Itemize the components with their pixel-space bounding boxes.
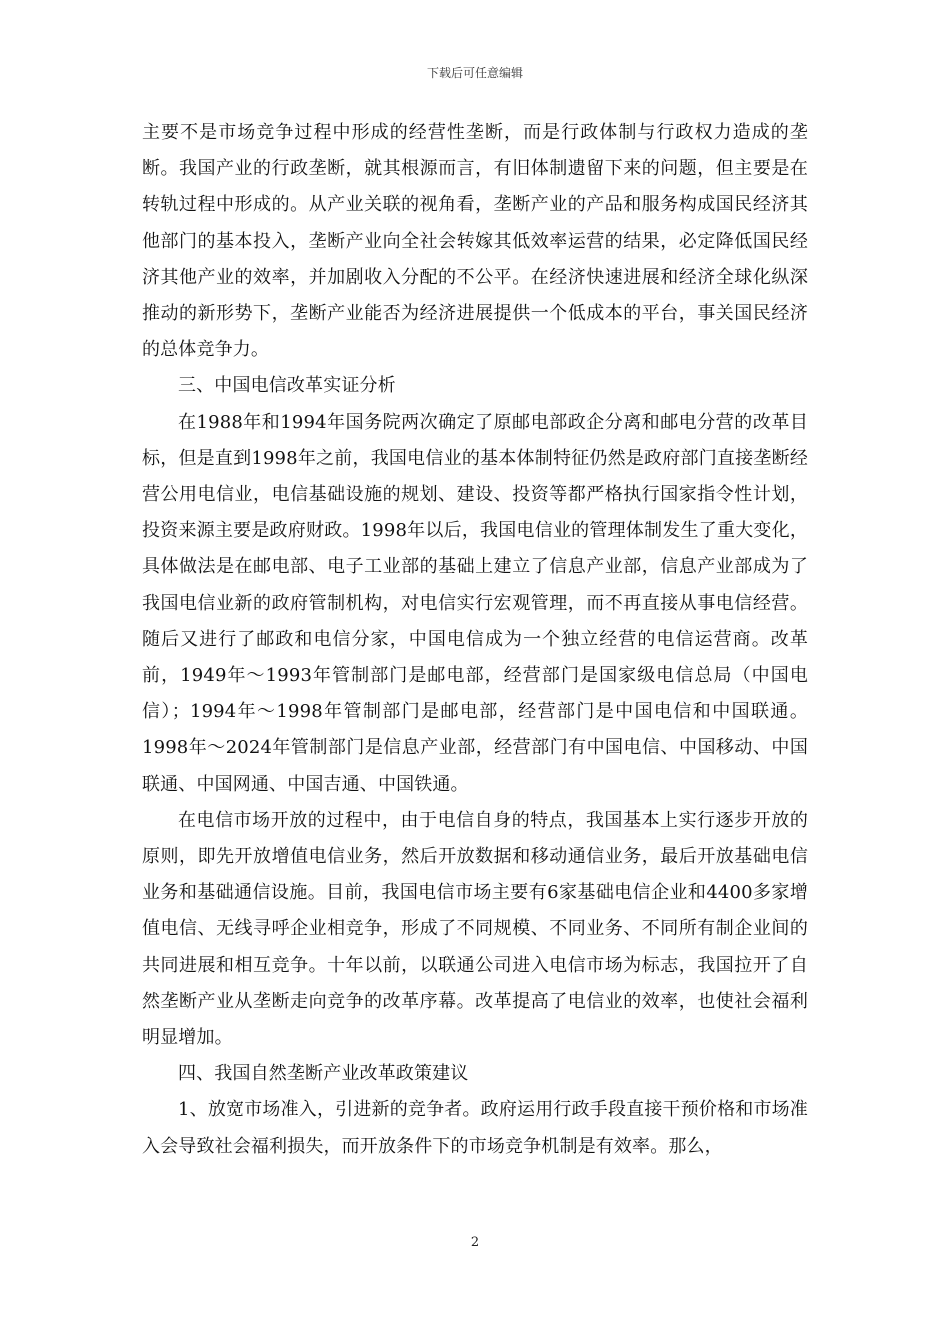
paragraph-market-opening: 在电信市场开放的过程中，由于电信自身的特点，我国基本上实行逐步开放的原则，即先开放增值电信业务，然后开放数据和移动通信业务，最后开放基础电信业务和基础通信设施。目前，我国电信市场主要有6家基础电信企业和4400多家增值电信、无线寻呼企业相竞争，形成了不同规模、不同业务、不同所有制企业间的共同进展和相互竞争。十年以前，以联通公司进入电信市场为标志，我国拉开了自然垄断产业从垄断走向竞争的改革序幕。改革提高了电信业的效率，也使社会福利明显增加。	[142, 809, 808, 1049]
body-text	[142, 115, 808, 1165]
page-number: 2	[470, 1235, 480, 1250]
section-heading-4: 四、我国自然垄断产业改革政策建议	[178, 1063, 469, 1085]
section-heading-3: 三、中国电信改革实证分析	[178, 375, 396, 397]
paragraph-continuation: 主要不是市场竞争过程中形成的经营性垄断，而是行政体制与行政权力造成的垄断。我国产业的行政垄断，就其根源而言，有旧体制遗留下来的问题，但主要是在转轨过程中形成的。从产业关联的视角看，垄断产业的产品和服务构成国民经济其他部门的基本投入，垄断产业向全社会转嫁其低效率运营的结果，必定降低国民经济其他产业的效率，并加剧收入分配的不公平。在经济快速进展和经济全球化纵深推动的新形势下，垄断产业能否为经济进展提供一个低成本的平台，事关国民经济的总体竞争力。	[142, 122, 808, 361]
page-header: 下载后可任意编辑	[426, 66, 523, 80]
paragraph-telecom-history: 在1988年和1994年国务院两次确定了原邮电部政企分离和邮电分营的改革目标，但是直到1998年之前，我国电信业的基本体制特征仍然是政府部门直接垄断经营公用电信业，电信基础设施的规划、建设、投资等都严格执行国家指令性计划，投资来源主要是政府财政。1998年以后，我国电信业的管理体制发生了重大变化，具体做法是在邮电部、电子工业部的基础上建立了信息产业部，信息产业部成为了我国电信业新的政府管制机构，对电信实行宏观管理，而不再直接从事电信经营。随后又进行了邮政和电信分家，中国电信成为一个独立经营的电信运营商。改革前，1949年～1993年管制部门是邮电部，经营部门是国家级电信总局（中国电信）；1994年～1998年管制部门是邮电部，经营部门是中国电信和中国联通。1998年～2024年管制部门是信息产业部，经营部门有中国电信、中国移动、中国联通、中国网通、中国吉通、中国铁通。	[142, 411, 808, 795]
paragraph-policy-1: 1、放宽市场准入，引进新的竞争者。政府运用行政手段直接干预价格和市场准入会导致社会福利损失，而开放条件下的市场竞争机制是有效率。那么，	[142, 1099, 808, 1157]
